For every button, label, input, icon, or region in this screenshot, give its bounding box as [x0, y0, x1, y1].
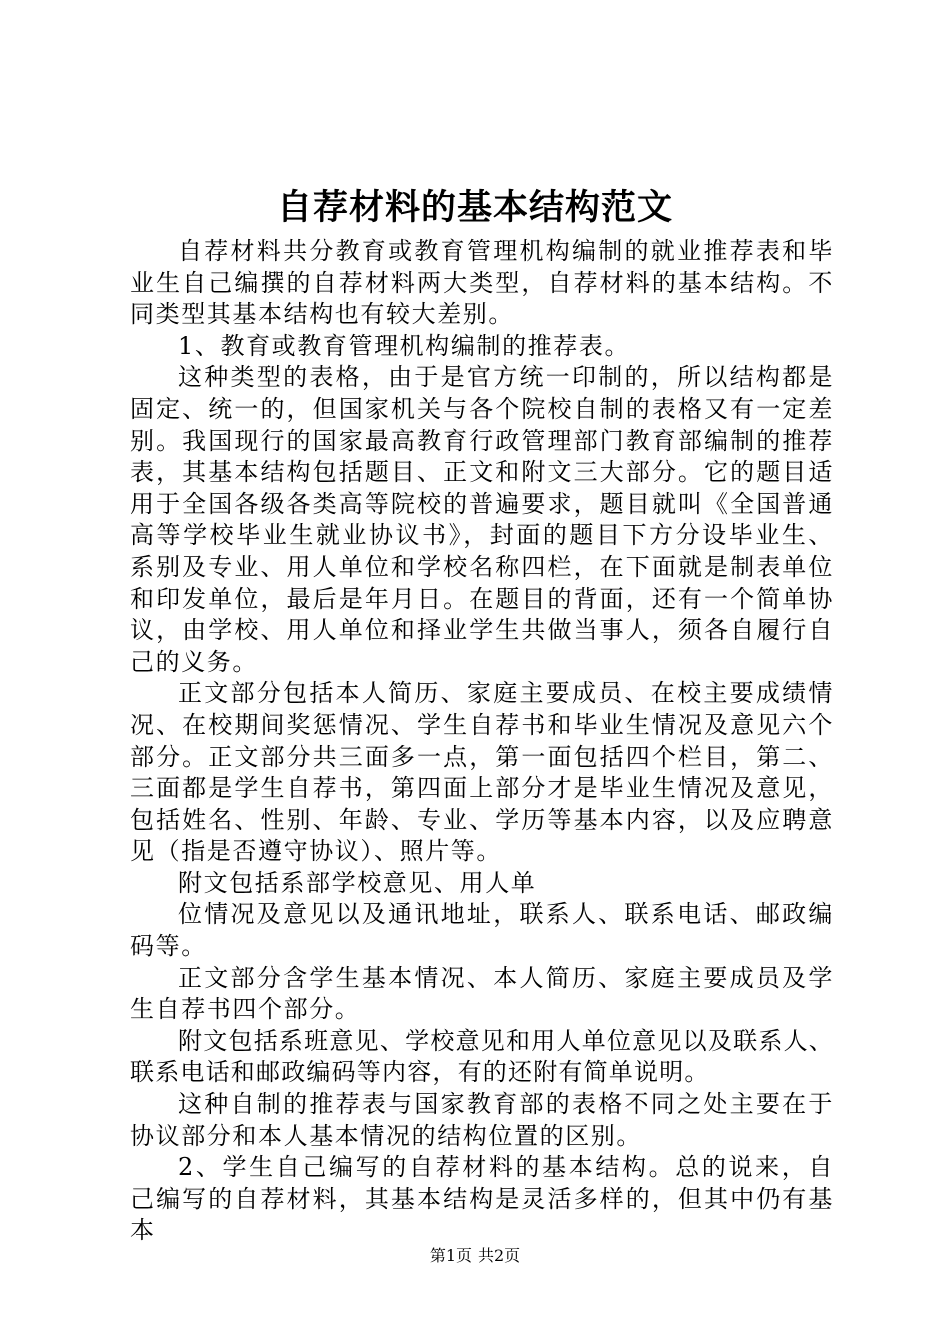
- paragraph-difference: 这种自制的推荐表与国家教育部的表格不同之处主要在于协议部分和本人基本情况的结构位置的区别。: [130, 1090, 834, 1150]
- document-body: [130, 236, 834, 1247]
- paragraph-appendix: 附文包括系部学校意见、用人单: [178, 868, 537, 897]
- paragraph-intro: 自荐材料共分教育或教育管理机构编制的就业推荐表和毕业生自己编撰的自荐材料两大类型，自荐材料的基本结构。不同类型其基本结构也有较大差别。: [130, 237, 834, 329]
- page-total: 共2页: [478, 1246, 521, 1265]
- page-footer: [0, 1244, 950, 1268]
- paragraph-main-parts: 正文部分含学生基本情况、本人简历、家庭主要成员及学生自荐书四个部分。: [130, 963, 834, 1024]
- paragraph-appendix-continued: 位情况及意见以及通讯地址，联系人、联系电话、邮政编码等。: [130, 900, 834, 961]
- page-number: 第1页: [429, 1246, 472, 1265]
- paragraph-form-type: 这种类型的表格，由于是官方统一印制的，所以结构都是固定、统一的，但国家机关与各个院校自制的表格又有一定差别。我国现行的国家最高教育行政管理部门教育部编制的推荐表，其基本结构包括题目、正文和附文三大部分。它的题目适用于全国各级各类高等院校的普遍要求，题目就叫《全国普通高等学校毕业生就业协议书》，封面的题目下方分设毕业生、系别及专业、用人单位和学校名称四栏，在下面就是制表单位和印发单位，最后是年月日。在题目的背面，还有一个简单协议，由学校、用人单位和择业学生共做当事人，须各自履行自己的义务。: [130, 363, 834, 676]
- paragraph-main-body: 正文部分包括本人简历、家庭主要成员、在校主要成绩情况、在校期间奖惩情况、学生自荐书和毕业生情况及意见六个部分。正文部分共三面多一点，第一面包括四个栏目，第二、三面都是学生自荐书，第四面上部分才是毕业生情况及意见，包括姓名、性别、年龄、专业、学历等基本内容，以及应聘意见（指是否遵守协议）、照片等。: [130, 679, 834, 866]
- paragraph-section-2: 2、学生自己编写的自荐材料的基本结构。总的说来，自己编写的自荐材料，其基本结构是灵活多样的，但其中仍有基本: [130, 1153, 834, 1245]
- document-title: 自荐材料的基本结构范文: [276, 187, 673, 228]
- paragraph-appendix-contents: 附文包括系班意见、学校意见和用人单位意见以及联系人、联系电话和邮政编码等内容，有的还附有简单说明。: [130, 1026, 834, 1087]
- paragraph-section-1-heading: 1、教育或教育管理机构编制的推荐表。: [178, 331, 631, 360]
